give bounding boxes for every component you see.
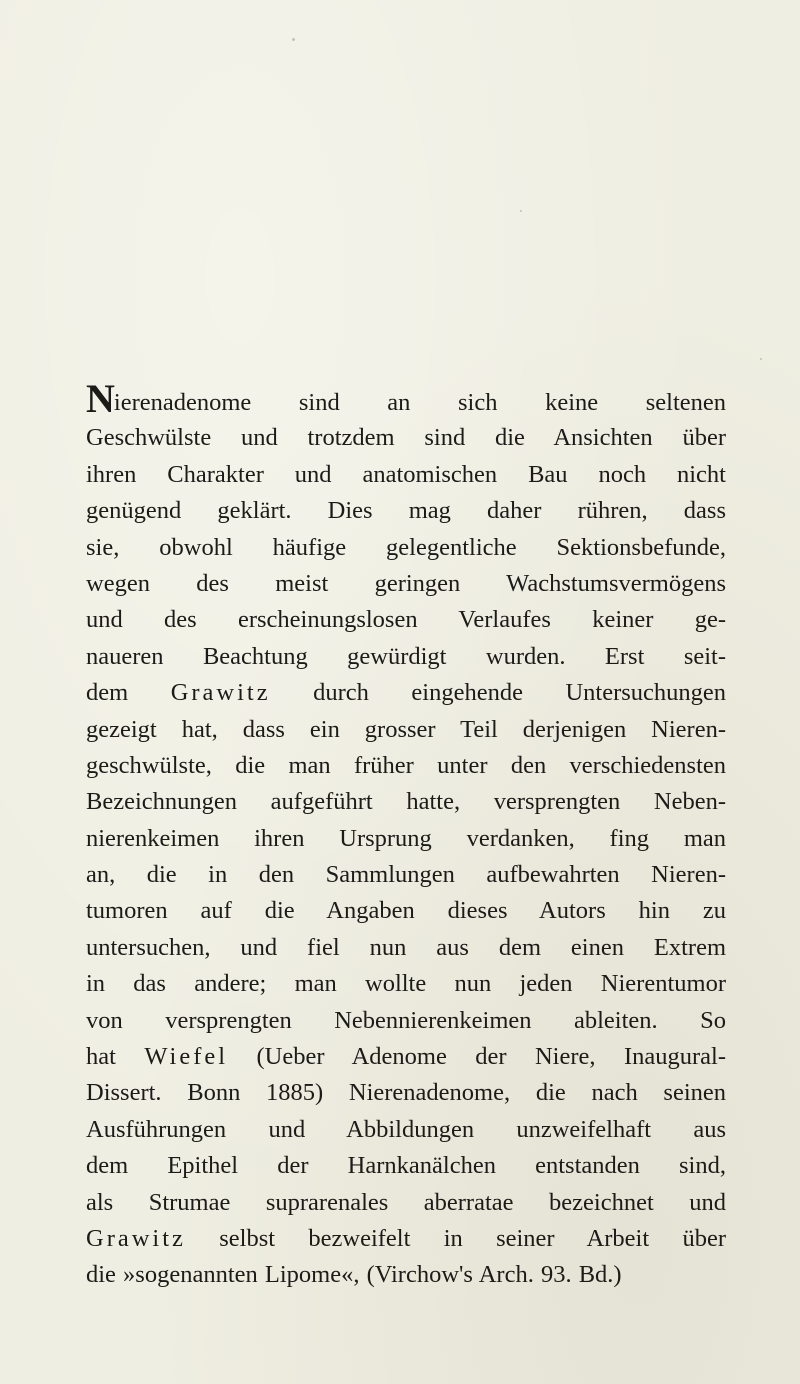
text-line-20: Dissert. Bonn 1885) Nierenadenome, die nach seinen bbox=[86, 1079, 726, 1107]
author-name-grawitz-2: Grawitz bbox=[86, 1224, 186, 1252]
text-line-11: geschwülste, die man früher unter den verschiedensten bbox=[86, 751, 726, 779]
text-line-19-end: (Ueber Adenome der Niere, Inaugural- bbox=[256, 1043, 726, 1071]
text-line-19-start: hat bbox=[86, 1043, 116, 1071]
text-line-19 bbox=[86, 1039, 726, 1075]
text-line-21: Ausführungen und Abbildungen unzweifelhaft aus bbox=[86, 1115, 726, 1143]
text-line-14: an, die in den Sammlungen aufbewahrten Nieren- bbox=[86, 861, 726, 889]
paper-speck bbox=[292, 38, 295, 41]
text-line-24-end: selbst bezweifelt in seiner Arbeit über bbox=[219, 1224, 727, 1252]
text-line-8: naueren Beachtung gewürdigt wurden. Erst seit- bbox=[86, 642, 726, 670]
text-line-16: untersuchen, und fiel nun aus dem einen Extrem bbox=[86, 933, 726, 961]
text-line-3: ihren Charakter und anatomischen Bau noch nicht bbox=[86, 460, 726, 488]
text-line-12: Bezeichnungen aufgeführt hatte, versprengten Neben- bbox=[86, 788, 726, 816]
paper-speck bbox=[520, 210, 522, 212]
drop-cap: N bbox=[86, 376, 114, 421]
text-line-5: sie, obwohl häufige gelegentliche Sektionsbefunde, bbox=[86, 533, 726, 561]
author-name-wiefel: Wiefel bbox=[144, 1043, 229, 1071]
text-line-4: genügend geklärt. Dies mag daher rühren, dass bbox=[86, 497, 726, 525]
author-name-grawitz: Grawitz bbox=[170, 679, 271, 707]
body-text bbox=[86, 376, 727, 1294]
text-line-9-start: dem bbox=[86, 679, 129, 707]
text-line-24 bbox=[86, 1221, 726, 1257]
text-line-7: und des erscheinungslosen Verlaufes keiner ge- bbox=[86, 606, 726, 634]
text-line-6: wegen des meist geringen Wachstumsvermögens bbox=[86, 569, 726, 597]
text-line-23: als Strumae suprarenales aberratae bezeichnet und bbox=[86, 1188, 726, 1216]
text-line-9 bbox=[86, 675, 726, 711]
text-line-22: dem Epithel der Harnkanälchen entstanden sind, bbox=[86, 1152, 726, 1180]
text-line-10: gezeigt hat, dass ein grosser Teil derjenigen Nieren- bbox=[86, 715, 726, 743]
text-line-1 bbox=[86, 376, 726, 421]
text-line-1-content: ierenadenome sind an sich keine seltenen bbox=[113, 389, 726, 416]
paper-speck bbox=[760, 358, 762, 360]
text-line-13: nierenkeimen ihren Ursprung verdanken, fing man bbox=[86, 824, 726, 852]
text-line-2: Geschwülste und trotzdem sind die Ansichten über bbox=[86, 424, 726, 452]
text-line-9-end: durch eingehende Untersuchungen bbox=[313, 679, 727, 707]
text-line-15: tumoren auf die Angaben dieses Autors hin zu bbox=[86, 897, 726, 925]
text-line-25: die »sogenannten Lipome«, (Virchow's Arch. 93. Bd.) bbox=[86, 1261, 622, 1289]
text-line-18: von versprengten Nebennierenkeimen ableiten. So bbox=[86, 1006, 726, 1034]
text-line-17: in das andere; man wollte nun jeden Nierentumor bbox=[86, 970, 726, 998]
